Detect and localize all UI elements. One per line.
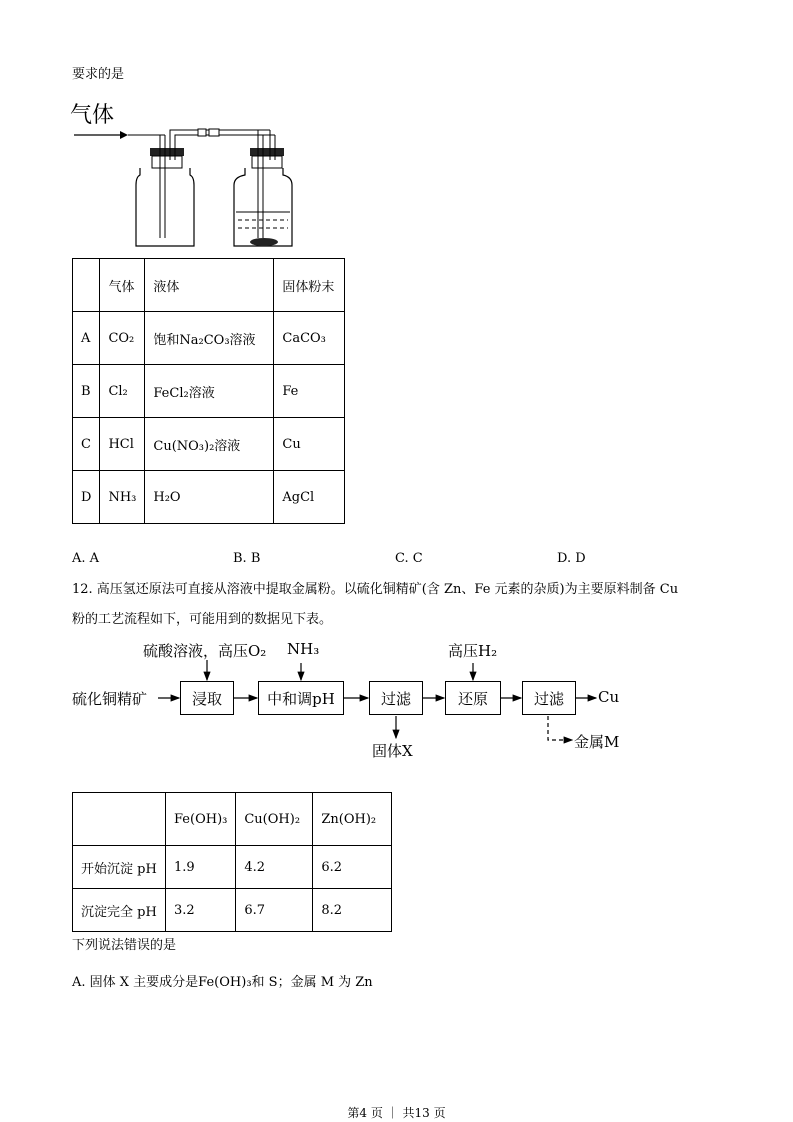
- table1-header-liquid: 液体: [145, 259, 274, 312]
- option-letter: D: [73, 471, 100, 524]
- option-d: D. D: [557, 551, 586, 566]
- table-row: [73, 846, 392, 889]
- row-label: 沉淀完全 pH: [73, 889, 166, 932]
- flow-step-neutralize: 中和调pH: [258, 681, 344, 715]
- table-row: [73, 471, 345, 524]
- flow-product: Cu: [598, 688, 620, 706]
- flow-metal-m: 金属M: [574, 733, 620, 751]
- table1-header-gas: 气体: [100, 259, 145, 312]
- table1-header-blank: [73, 259, 100, 312]
- flow-reagent1: 硫酸溶液，高压O₂: [143, 642, 267, 660]
- reagent-table: [72, 258, 345, 524]
- table2-header-blank: [73, 793, 166, 846]
- table2-header-cuoh2: Cu(OH)₂: [236, 793, 313, 846]
- flow-step-filter2: 过滤: [522, 681, 576, 715]
- gas-cell: HCl: [100, 418, 145, 471]
- gas-washing-apparatus: [70, 120, 310, 255]
- option-letter: C: [73, 418, 100, 471]
- option-c: C. C: [395, 551, 423, 566]
- table-row: [73, 889, 392, 932]
- table2-header-feoh3: Fe(OH)₃: [166, 793, 236, 846]
- answer-option-a: A. 固体 X 主要成分是Fe(OH)₃和 S；金属 M 为 Zn: [72, 975, 373, 990]
- table2-header-znoh2: Zn(OH)₂: [313, 793, 392, 846]
- ph-value: 1.9: [166, 846, 236, 889]
- flow-solid-x: 固体X: [372, 742, 413, 760]
- q12-stem-line2: 粉的工艺流程如下，可能用到的数据见下表。: [72, 612, 333, 627]
- flow-reagent2: NH₃: [287, 640, 320, 658]
- option-letter: A: [73, 312, 100, 365]
- ph-value: 4.2: [236, 846, 313, 889]
- solid-cell: Fe: [274, 365, 345, 418]
- ph-value: 6.2: [313, 846, 392, 889]
- flow-step-leach: 浸取: [180, 681, 234, 715]
- ph-table: [72, 792, 392, 932]
- table-row: [73, 418, 345, 471]
- flow-step-filter1: 过滤: [369, 681, 423, 715]
- gas-label: 气体: [70, 103, 115, 128]
- table-row: [73, 312, 345, 365]
- table-row: [73, 365, 345, 418]
- table1-header-solid: 固体粉末: [274, 259, 345, 312]
- intro-text: 要求的是: [72, 67, 125, 82]
- question-text: 下列说法错误的是: [72, 938, 177, 953]
- liquid-cell: Cu(NO₃)₂溶液: [145, 418, 274, 471]
- liquid-cell: FeCl₂溶液: [145, 365, 274, 418]
- solid-cell: Cu: [274, 418, 345, 471]
- option-letter: B: [73, 365, 100, 418]
- ph-value: 3.2: [166, 889, 236, 932]
- page-footer: 第4 页 ｜ 共13 页: [347, 1106, 446, 1120]
- option-a: A. A: [72, 551, 100, 566]
- flow-start: 硫化铜精矿: [72, 690, 148, 708]
- option-b: B. B: [233, 551, 261, 566]
- row-label: 开始沉淀 pH: [73, 846, 166, 889]
- liquid-cell: H₂O: [145, 471, 274, 524]
- gas-cell: NH₃: [100, 471, 145, 524]
- q12-stem-line1: 12. 高压氢还原法可直接从溶液中提取金属粉。以硫化铜精矿(含 Zn、Fe 元素的杂质)为主要原料制备 Cu: [72, 582, 679, 597]
- flow-step-reduce: 还原: [445, 681, 501, 715]
- gas-cell: Cl₂: [100, 365, 145, 418]
- ph-value: 8.2: [313, 889, 392, 932]
- ph-value: 6.7: [236, 889, 313, 932]
- solid-cell: AgCl: [274, 471, 345, 524]
- flow-reagent3: 高压H₂: [448, 642, 498, 660]
- gas-cell: CO₂: [100, 312, 145, 365]
- solid-cell: CaCO₃: [274, 312, 345, 365]
- liquid-cell: 饱和Na₂CO₃溶液: [145, 312, 274, 365]
